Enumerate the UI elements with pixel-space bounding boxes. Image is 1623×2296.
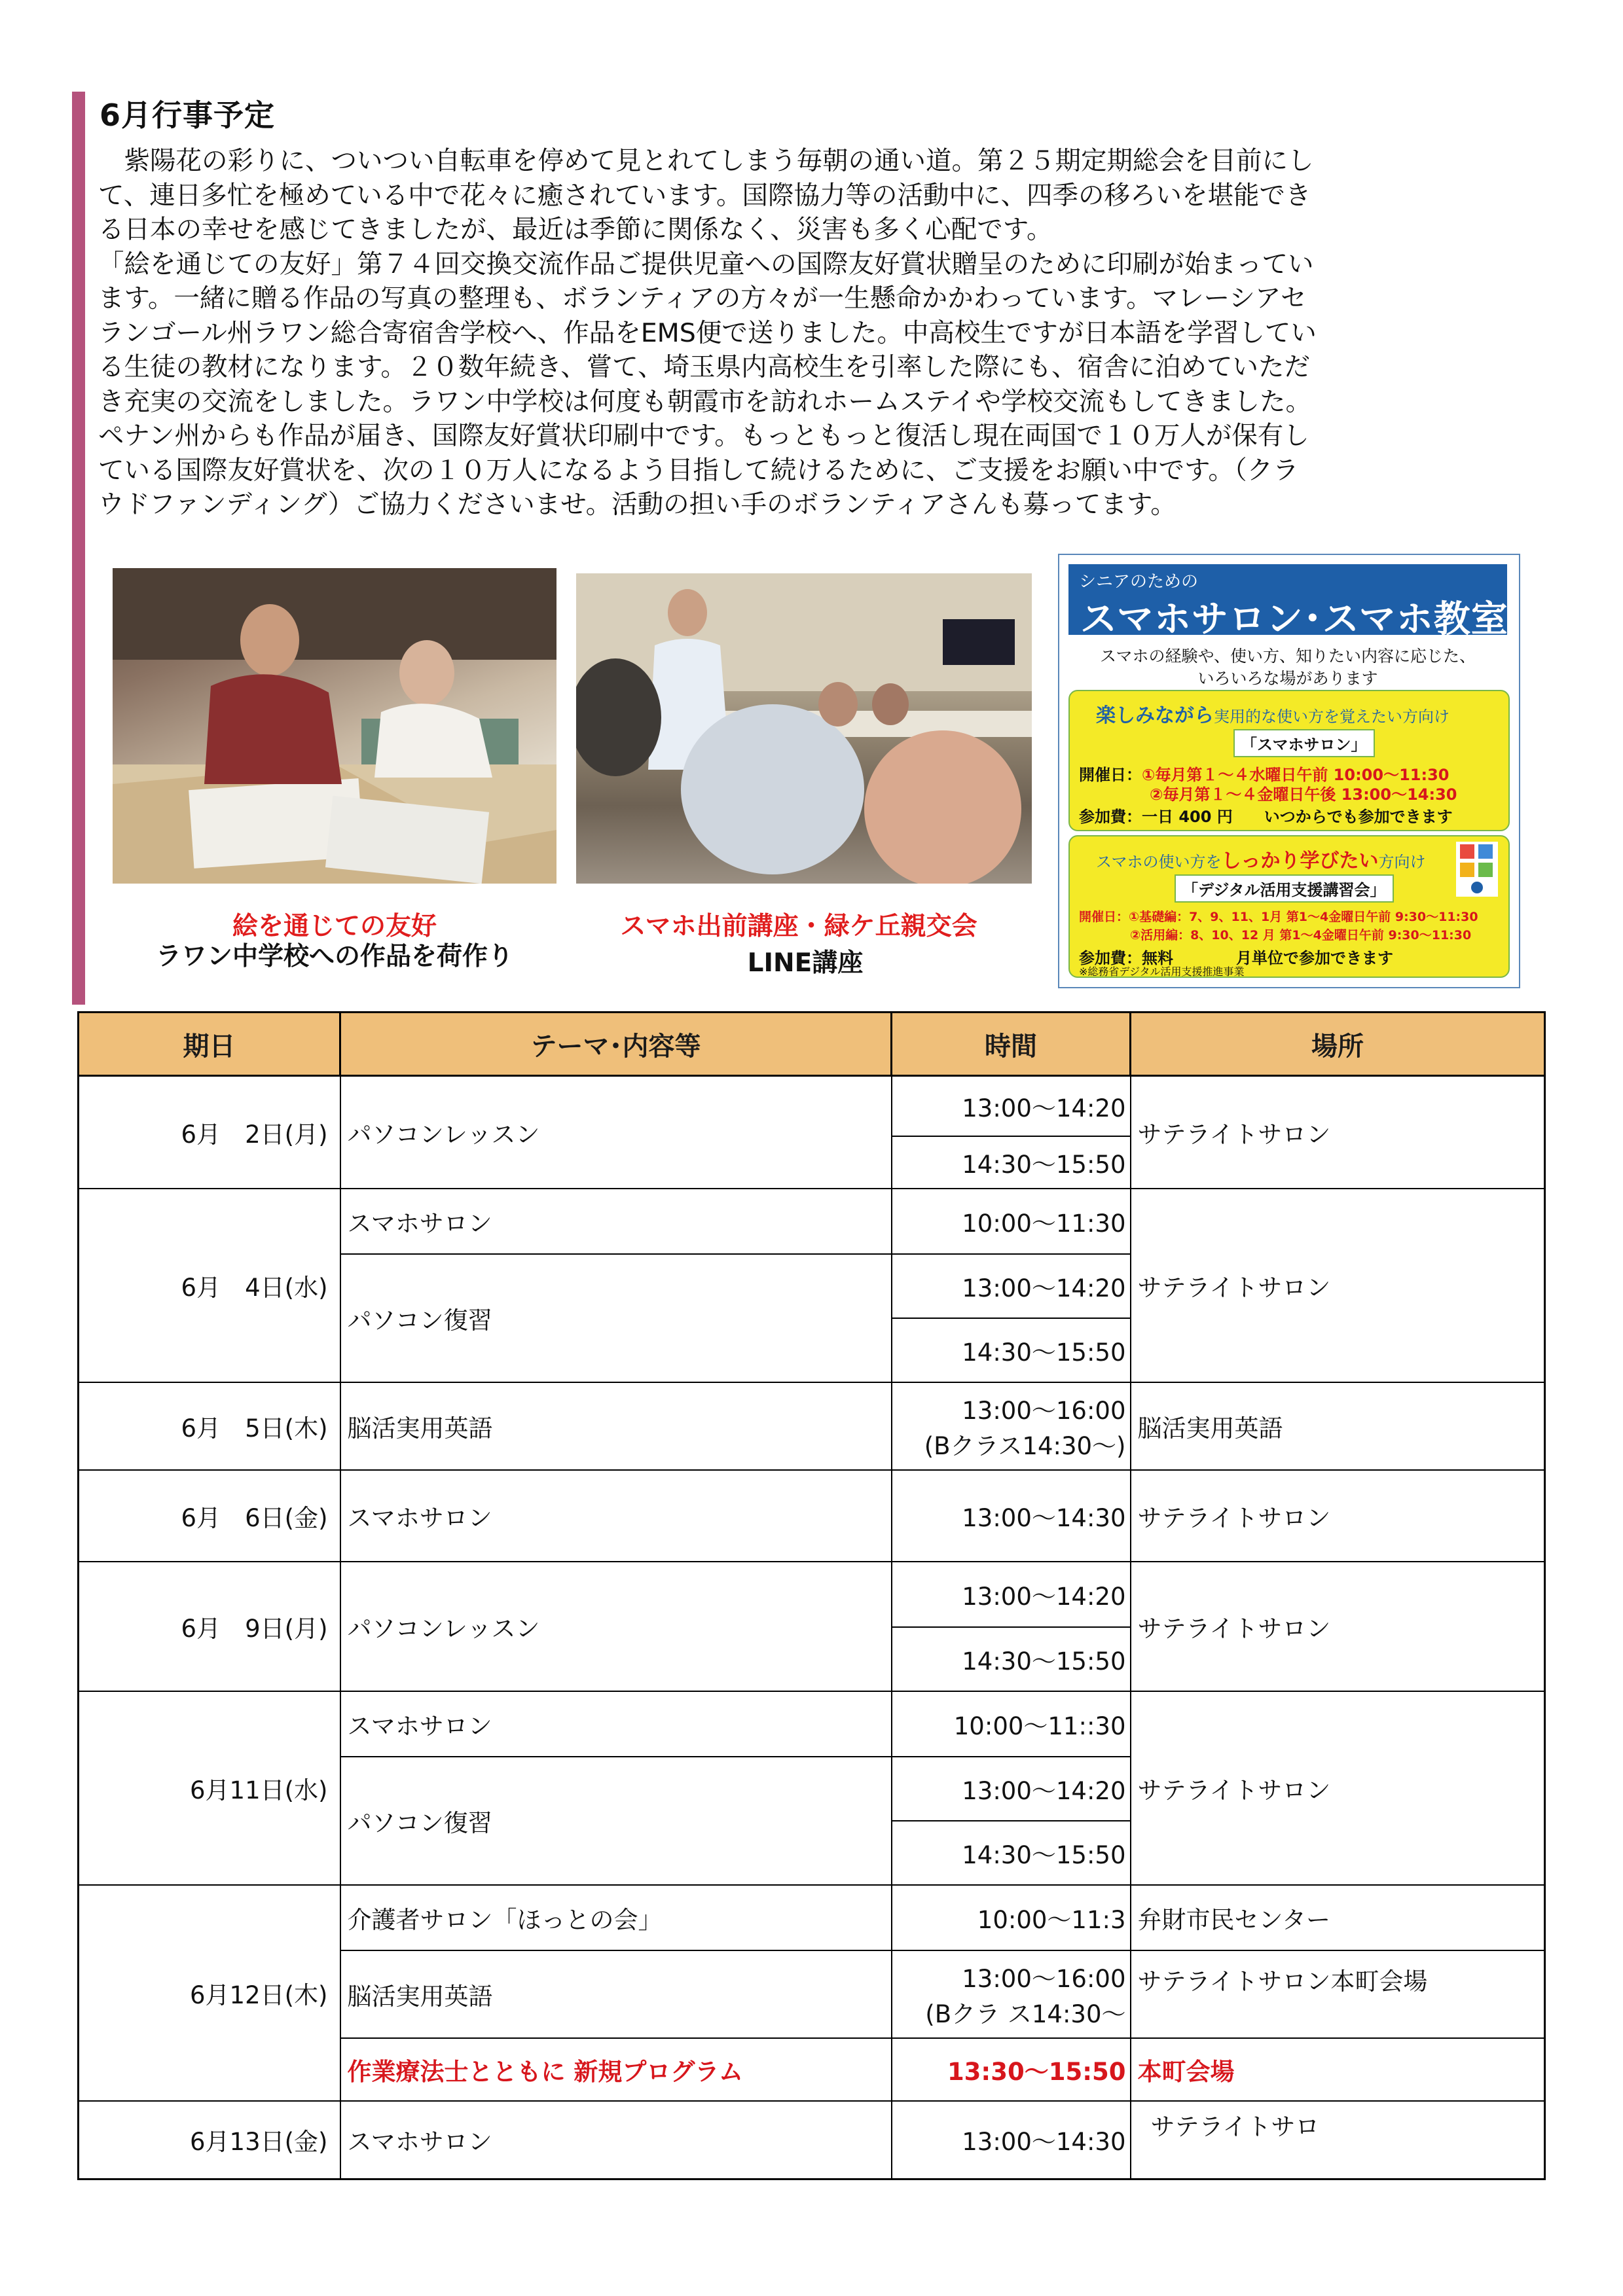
salon-heading-b: 実用的な使い方を覚えたい方向け (1214, 708, 1450, 726)
page-title: 6月行事予定 (100, 98, 276, 133)
accent-bar (72, 92, 85, 1005)
photo2-caption-black: LINE講座 (747, 948, 864, 978)
digital-heading-a: スマホの使い方を (1096, 853, 1222, 871)
row-theme: 脳活実用英語 (340, 1950, 892, 2038)
row-time: 14:30～15:50 (892, 1136, 1131, 1189)
digital-date-2: ②活用編：8、10、12 月 第1～4金曜日午前 9:30～11:30 (1130, 928, 1472, 942)
salon-heading-a: 楽しみながら (1096, 704, 1214, 727)
row-date: 6月 2日(月) (79, 1076, 340, 1189)
row-theme: スマホサロン (340, 1691, 892, 1757)
row-time: 10:00～11:30 (892, 1189, 1131, 1254)
photo1-caption-red: 絵を通じての友好 (232, 912, 437, 941)
header-date: 期日 (79, 1013, 340, 1076)
row-time: 13:00～14:20 (892, 1254, 1131, 1318)
row-place: サテライトサロン (1131, 1691, 1545, 1885)
row-date: 6月 4日(水) (79, 1189, 340, 1382)
row-time: 10:00～11:3 (892, 1885, 1131, 1950)
table-row (79, 1885, 1545, 1950)
digital-date-1: 開催日：①基礎編：7、9、11、1月 第1～4金曜日午前 9:30～11:30 (1079, 910, 1478, 924)
flyer-desc-line: スマホの経験や、使い方、知りたい内容に応じた、 (1099, 647, 1476, 666)
flyer-desc-line: いろいろな場があります (1197, 669, 1378, 688)
intro-line: 紫陽花の彩りに、ついつい自転車を停めて見とれてしまう毎朝の通い道。第２５期定期総会を目前にし (98, 146, 1314, 176)
flyer-title: スマホサロン･スマホ教室 (1080, 598, 1508, 641)
row-time-note: (Bクラス14:30～) (924, 1431, 1126, 1460)
header-place: 場所 (1131, 1013, 1545, 1076)
table-row (79, 1076, 1545, 1136)
row-theme: スマホサロン (340, 2101, 892, 2179)
digital-tag: 「デジタル活用支援講習会」 (1175, 874, 1394, 903)
row-place: 弁財市民センター (1131, 1885, 1545, 1950)
row-place: サテライトサロン (1131, 1562, 1545, 1691)
salon-date-1-text: ①毎月第１～４水曜日午前 10:00～11:30 (1142, 766, 1450, 784)
row-place: サテライトサロン本町会場 (1131, 1950, 1545, 2038)
flyer-digital-box (1068, 835, 1510, 978)
digital-heading-c: 方向け (1378, 853, 1426, 871)
row-time: 13:00～14:20 (892, 1076, 1131, 1136)
row-theme: スマホサロン (340, 1470, 892, 1562)
row-place: 脳活実用英語 (1131, 1382, 1545, 1470)
row-place: サテライトサロン (1131, 1076, 1545, 1189)
photo-smartphone-class (576, 573, 1032, 884)
row-time: 13:00～16:00 (962, 1964, 1126, 1993)
row-theme: パソコン復習 (340, 1254, 892, 1382)
table-header-row (79, 1013, 1545, 1076)
row-time-cell (892, 1382, 1131, 1470)
row-place: サテライトサロン (1131, 1189, 1545, 1382)
flyer-header (1068, 564, 1508, 641)
intro-line: る生徒の教材になります。２０数年続き、嘗て、埼玉県内高校生を引率した際にも、宿舎に泊めていただ (98, 352, 1310, 382)
header-theme: テーマ･内容等 (340, 1013, 892, 1076)
row-time: 14:30～15:50 (892, 1627, 1131, 1691)
table-row (79, 1382, 1545, 1470)
intro-line: 「絵を通じての友好」第７４回交換交流作品ご提供児童への国際友好賞状贈呈のために印刷が始まってい (98, 249, 1314, 279)
row-theme: パソコンレッスン (340, 1562, 892, 1691)
table-row (79, 1562, 1545, 1627)
table-row (79, 1691, 1545, 1757)
digital-fee: 参加費：無料 月単位で参加できます (1079, 949, 1393, 967)
photo2-caption-red: スマホ出前講座・緑ケ丘親交会 (620, 912, 977, 941)
row-theme: スマホサロン (340, 1189, 892, 1254)
intro-line: ランゴール州ラワン総合寄宿舎学校へ、作品をEMS便で送りました。中高校生ですが日本語を学習してい (98, 317, 1317, 348)
row-place: 本町会場 (1131, 2038, 1545, 2101)
row-time: 13:30～15:50 (892, 2038, 1131, 2101)
row-theme-new-program: 作業療法士とともに 新規プログラム (340, 2038, 892, 2101)
intro-line: ます。一緒に贈る作品の写真の整理も、ボランティアの方々が一生懸命かかわっています。マレーシアセ (98, 283, 1307, 314)
row-place: サテライトサロ (1131, 2101, 1545, 2179)
photo-smartphone-class-illustration (576, 573, 1032, 884)
salon-date-label: 開催日： (1079, 766, 1142, 784)
smartphone-salon-flyer (1058, 554, 1520, 988)
row-time: 13:00～14:20 (892, 1757, 1131, 1821)
row-date: 6月 6日(金) (79, 1470, 340, 1562)
row-time-note: (Bクラ ス14:30～ (925, 2000, 1126, 2028)
row-date: 6月12日(木) (79, 1885, 340, 2101)
table-row (79, 1189, 1545, 1254)
row-time: 13:00～16:00 (962, 1396, 1126, 1425)
row-theme: 介護者サロン「ほっとの会」 (340, 1885, 892, 1950)
digital-note: ※総務省デジタル活用支援推進事業 (1079, 965, 1245, 978)
intro-line: ウドファンディング）ご協力くださいませ。活動の担い手のボランティアさんも募ってます。 (98, 490, 1176, 520)
row-theme: パソコン復習 (340, 1757, 892, 1885)
row-time: 10:00～11::30 (892, 1691, 1131, 1757)
row-time: 13:00～14:20 (892, 1562, 1131, 1627)
flyer-salon-box (1068, 690, 1510, 831)
salon-fee: 参加費：一日 400 円 いつからでも参加できます (1079, 808, 1453, 826)
row-date: 6月 5日(木) (79, 1382, 340, 1470)
intro-line: て、連日多忙を極めている中で花々に癒されています。国際協力等の活動中に、四季の移ろいを堪能でき (98, 180, 1311, 211)
header-time: 時間 (892, 1013, 1131, 1076)
row-place: サテライトサロン (1131, 1470, 1545, 1562)
salon-heading (1096, 699, 1450, 728)
row-date: 6月11日(水) (79, 1691, 340, 1885)
digital-logo-icon (1456, 842, 1498, 897)
flyer-subtitle: シニアのための (1079, 572, 1199, 592)
intro-line: ペナン州からも作品が届き、国際友好賞状印刷中です。もっともっと復活し現在両国で１０万人が保有し (98, 421, 1309, 451)
row-date: 6月 9日(月) (79, 1562, 340, 1691)
photo-packing-artwork (113, 568, 556, 884)
row-date: 6月13日(金) (79, 2101, 340, 2179)
schedule-table (77, 1011, 1546, 2180)
digital-heading (1096, 844, 1426, 873)
intro-paragraph (98, 144, 1532, 522)
salon-tag: 「スマホサロン」 (1233, 729, 1375, 757)
salon-date-2: ②毎月第１～４金曜日午後 13:00～14:30 (1150, 785, 1457, 804)
row-time: 14:30～15:50 (892, 1318, 1131, 1382)
photo-packing-artwork-illustration (113, 568, 556, 884)
intro-line: ている国際友好賞状を、次の１０万人になるよう目指して続けるために、ご支援をお願い中です。（クラ (98, 455, 1299, 486)
table-row (79, 2101, 1545, 2179)
flyer-description (1068, 645, 1507, 690)
intro-line: る日本の幸せを感じてきましたが、最近は季節に関係なく、災害も多く心配です。 (98, 215, 1053, 245)
table-row (79, 1470, 1545, 1562)
row-theme: パソコンレッスン (340, 1076, 892, 1189)
row-time: 14:30～15:50 (892, 1821, 1131, 1885)
digital-heading-b: しっかり学びたい (1221, 850, 1379, 872)
row-time: 13:00～14:30 (892, 1470, 1131, 1562)
photo1-caption-black: ラワン中学校への作品を荷作り (155, 942, 513, 971)
row-time-cell (892, 1950, 1131, 2038)
intro-line: き充実の交流をしました。ラワン中学校は何度も朝霞市を訪れホームステイや学校交流もしてきました。 (98, 386, 1311, 417)
row-time: 13:00～14:30 (892, 2101, 1131, 2179)
row-theme: 脳活実用英語 (340, 1382, 892, 1470)
